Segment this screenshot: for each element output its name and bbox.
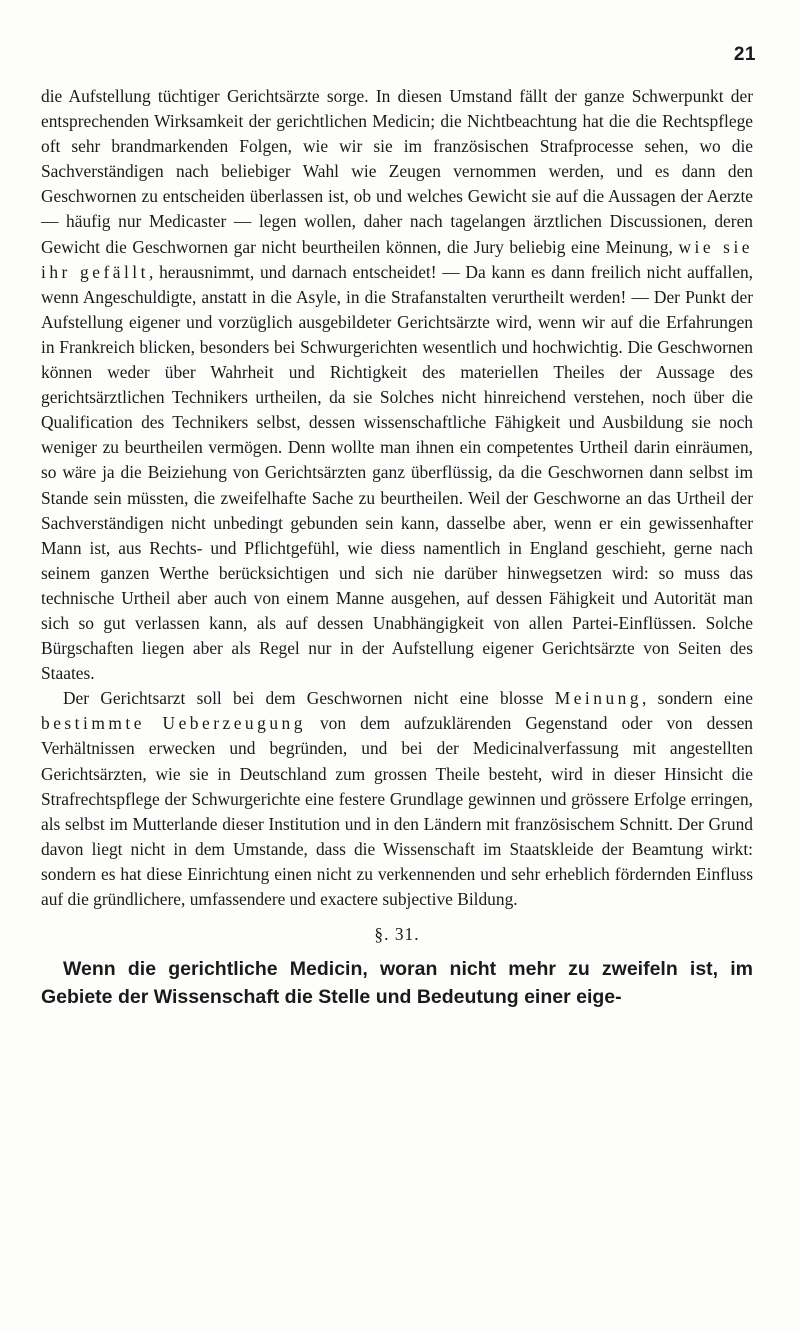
section-marker: §. 31. (374, 924, 420, 945)
page-number: 21 (733, 44, 756, 65)
emphasized-text: bestimmte Ueberzeugung (41, 713, 306, 734)
text-segment: Der Gerichtsarzt soll bei dem Geschwornen nicht eine blosse (63, 688, 555, 709)
section-opening-text: Wenn die gerichtliche Medicin, woran nicht mehr zu zweifeln ist, im Gebiete der Wissenschaft die Stelle und Bedeutung einer eige- (41, 958, 753, 1009)
paragraph-2 (41, 686, 753, 912)
text-segment: , herausnimmt, und darnach entscheidet! — Da kann es dann freilich nicht auffallen, wenn Angeschuldigte, anstatt in die Asyle, in die Strafanstalten verurtheilt werden! — Der Punkt der Aufstellung eigener und vorzüglich ausgebildeter Gerichtsärzte wird, wenn wir auf die Erfahrungen in Frankreich blicken, besonders bei Schwurgerichten wesentlich und hochwichtig. Die Geschwornen können weder über Wahrheit und Richtigkeit des materiellen Theiles der Aussage des gerichtsärztlichen Technikers urtheilen, da sie Solches nicht hinreichend verstehen, noch über die Qualification des Technikers selbst, dessen wissenschaftliche Fähigkeit und Ausbildung sie noch weniger zu beurtheilen vermögen. Denn wollte man ihnen ein competentes Urtheil darin einräumen, so wäre ja die Beiziehung von Gerichtsärzten ganz überflüssig, da die Geschwornen dann selbst im Stande sein müssten, die zweifelhafte Sache zu beurtheilen. Weil der Geschworne an das Urtheil der Sachverständigen nicht unbedingt gebunden sein kann, dasselbe aber, wenn er ein gewissenhafter Mann ist, aus Rechts- und Pflichtgefühl, wie diess namentlich in England geschieht, gerne nach seinem ganzen Werthe berücksichtigen und sich nie darüber hinwegsetzen wird: so muss das technische Urtheil aber auch von einem Manne ausgehen, auf dessen Fähigkeit und Autorität man sich so gut verlassen kann, als auf dessen Unabhängigkeit von allen Partei-Einflüssen. Solche Bürgschaften liegen aber als Regel nur in der Aufstellung eigener Gerichtsärzte von Seiten des Staates. (41, 261, 753, 684)
emphasized-text: Meinung (554, 688, 643, 709)
emphasized-text: wie sie ihr gefällt (41, 236, 753, 282)
text-segment: , sondern eine (642, 688, 753, 709)
page-body (41, 84, 753, 1011)
text-segment: von dem aufzuklärenden Gegenstand oder von dessen Verhältnissen erwecken und begründen, und bei der Medicinalverfassung mit angestellten Gerichtsärzten, wie sie in Deutschland zum grossen Theile besteht, wird in dieser Hinsicht die Strafrechtspflege der Schwurgerichte eine festere Grundlage gewinnen und grössere Erfolge erringen, als selbst im Mutterlande dieser Institution und in den Ländern mit französischem Schnitt. Der Grund davon liegt nicht in dem Umstande, dass die Wissenschaft im Staatskleide der Beamtung wirkt: sondern es hat diese Einrichtung einen nicht zu verkennenden und sehr erheblich fördernden Einfluss auf die gründlichere, umfassendere und exactere subjective Bildung. (41, 713, 753, 909)
text-segment: die Aufstellung tüchtiger Gerichtsärzte sorge. In diesen Umstand fällt der ganze Schwerpunkt der entsprechenden Wirksamkeit der gerichtlichen Medicin; die Nichtbeachtung hat die die Rechtspflege oft sehr brandmarkenden Folgen, wie wir sie im französischen Strafprocesse sehen, wo die Sachverständigen nach beliebiger Wahl wie Zeugen vernommen werden, und es dann den Geschwornen zu entscheiden überlassen ist, ob und welches Gewicht sie auf die Aussagen der Aerzte — häufig nur Medicaster — legen wollen, daher nach tagelangen ärztlichen Discussionen, deren Gewicht die Geschwornen gar nicht beurtheilen können, die Jury beliebig eine Meinung, (41, 86, 753, 257)
paragraph-1 (41, 84, 753, 686)
